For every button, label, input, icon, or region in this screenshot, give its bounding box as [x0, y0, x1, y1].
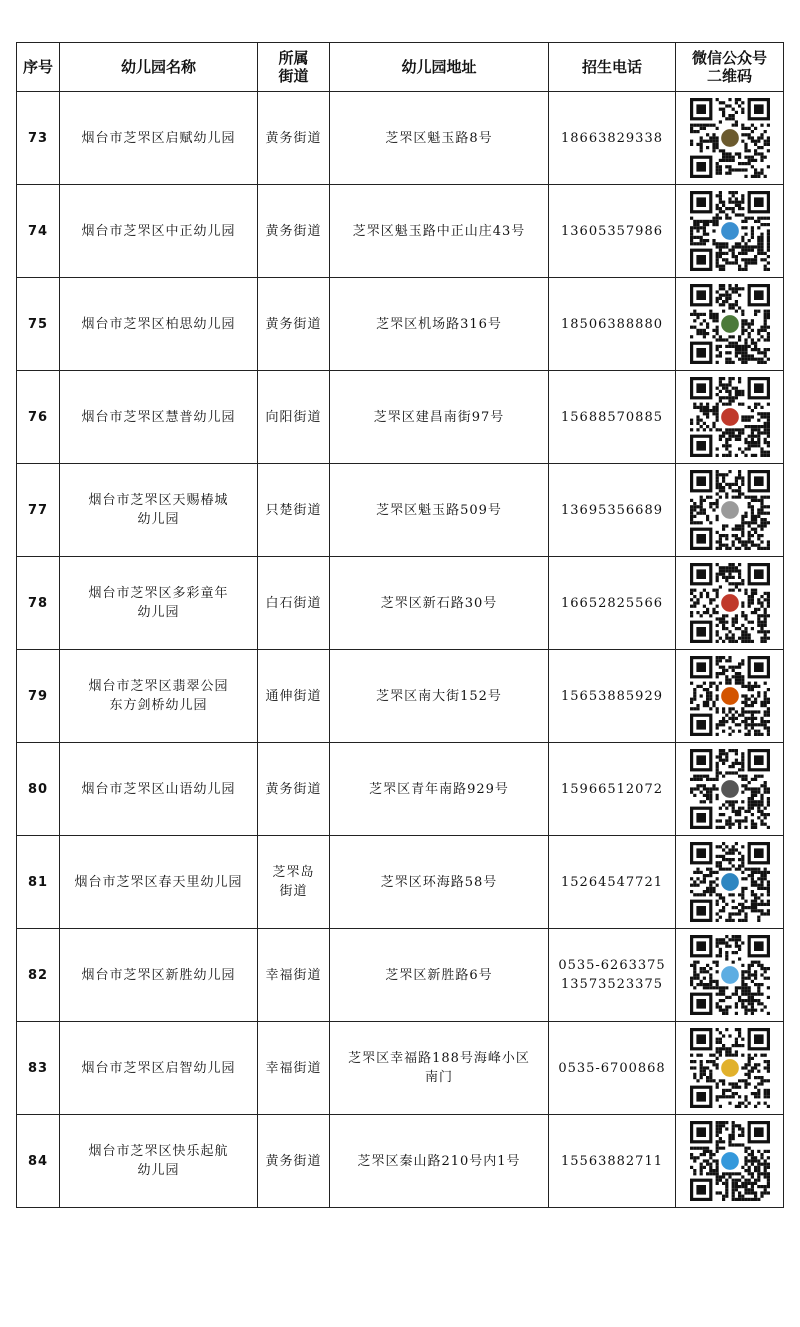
cell-street: 黄务街道: [258, 185, 330, 278]
cell-qr: [676, 185, 784, 278]
cell-no: 74: [17, 185, 60, 278]
table-row: [17, 1022, 784, 1115]
table-row: [17, 371, 784, 464]
cell-name: 烟台市芝罘区启智幼儿园: [60, 1022, 258, 1115]
cell-phone: 13695356689: [549, 464, 676, 557]
kindergarten-table: [16, 42, 784, 1208]
cell-phone: 15966512072: [549, 743, 676, 836]
cell-street: 幸福街道: [258, 929, 330, 1022]
cell-address: 芝罘区建昌南街97号: [330, 371, 549, 464]
table-row: [17, 464, 784, 557]
cell-no: 84: [17, 1115, 60, 1208]
cell-phone: 18663829338: [549, 92, 676, 185]
cell-no: 76: [17, 371, 60, 464]
cell-name: 烟台市芝罘区春天里幼儿园: [60, 836, 258, 929]
cell-address: 芝罘区幸福路188号海峰小区 南门: [330, 1022, 549, 1115]
cell-phone: 13605357986: [549, 185, 676, 278]
cell-qr: [676, 743, 784, 836]
table-row: [17, 650, 784, 743]
cell-no: 83: [17, 1022, 60, 1115]
cell-address: 芝罘区魁玉路509号: [330, 464, 549, 557]
cell-name: 烟台市芝罘区中正幼儿园: [60, 185, 258, 278]
cell-street: 黄务街道: [258, 278, 330, 371]
table-row: [17, 1115, 784, 1208]
qr-code-icon: [690, 563, 770, 643]
cell-name: 烟台市芝罘区启赋幼儿园: [60, 92, 258, 185]
cell-phone: 15653885929: [549, 650, 676, 743]
cell-phone: 15563882711: [549, 1115, 676, 1208]
cell-address: 芝罘区南大街152号: [330, 650, 549, 743]
cell-name: 烟台市芝罘区新胜幼儿园: [60, 929, 258, 1022]
cell-qr: [676, 371, 784, 464]
qr-code-icon: [690, 1028, 770, 1108]
cell-address: 芝罘区魁玉路中正山庄43号: [330, 185, 549, 278]
cell-address: 芝罘区机场路316号: [330, 278, 549, 371]
table-row: [17, 836, 784, 929]
cell-qr: [676, 1022, 784, 1115]
cell-phone: 0535-6263375 13573523375: [549, 929, 676, 1022]
table-row: [17, 743, 784, 836]
cell-street: 通伸街道: [258, 650, 330, 743]
table-header-row: [17, 43, 784, 92]
header-qr: 微信公众号 二维码: [676, 43, 784, 92]
table-row: [17, 185, 784, 278]
cell-address: 芝罘区秦山路210号内1号: [330, 1115, 549, 1208]
cell-address: 芝罘区青年南路929号: [330, 743, 549, 836]
table-row: [17, 92, 784, 185]
cell-street: 黄务街道: [258, 1115, 330, 1208]
cell-name: 烟台市芝罘区快乐起航 幼儿园: [60, 1115, 258, 1208]
cell-phone: 18506388880: [549, 278, 676, 371]
cell-phone: 16652825566: [549, 557, 676, 650]
header-address: 幼儿园地址: [330, 43, 549, 92]
cell-no: 82: [17, 929, 60, 1022]
header-phone: 招生电话: [549, 43, 676, 92]
qr-code-icon: [690, 656, 770, 736]
cell-street: 幸福街道: [258, 1022, 330, 1115]
cell-qr: [676, 836, 784, 929]
cell-no: 73: [17, 92, 60, 185]
header-index: 序号: [17, 43, 60, 92]
cell-name: 烟台市芝罘区天赐椿城 幼儿园: [60, 464, 258, 557]
cell-street: 黄务街道: [258, 92, 330, 185]
cell-qr: [676, 557, 784, 650]
cell-name: 烟台市芝罘区柏思幼儿园: [60, 278, 258, 371]
cell-qr: [676, 929, 784, 1022]
table-row: [17, 278, 784, 371]
cell-qr: [676, 650, 784, 743]
cell-no: 77: [17, 464, 60, 557]
cell-name: 烟台市芝罘区慧普幼儿园: [60, 371, 258, 464]
table-row: [17, 557, 784, 650]
qr-code-icon: [690, 377, 770, 457]
cell-qr: [676, 92, 784, 185]
table-body: [17, 92, 784, 1208]
cell-no: 75: [17, 278, 60, 371]
cell-street: 芝罘岛 街道: [258, 836, 330, 929]
cell-qr: [676, 278, 784, 371]
qr-code-icon: [690, 98, 770, 178]
cell-qr: [676, 464, 784, 557]
qr-code-icon: [690, 935, 770, 1015]
cell-street: 黄务街道: [258, 743, 330, 836]
cell-address: 芝罘区环海路58号: [330, 836, 549, 929]
qr-code-icon: [690, 284, 770, 364]
qr-code-icon: [690, 470, 770, 550]
cell-address: 芝罘区新石路30号: [330, 557, 549, 650]
qr-code-icon: [690, 842, 770, 922]
qr-code-icon: [690, 749, 770, 829]
cell-name: 烟台市芝罘区多彩童年 幼儿园: [60, 557, 258, 650]
cell-street: 白石街道: [258, 557, 330, 650]
cell-address: 芝罘区新胜路6号: [330, 929, 549, 1022]
cell-no: 78: [17, 557, 60, 650]
cell-address: 芝罘区魁玉路8号: [330, 92, 549, 185]
cell-phone: 15264547721: [549, 836, 676, 929]
cell-name: 烟台市芝罘区山语幼儿园: [60, 743, 258, 836]
cell-name: 烟台市芝罘区翡翠公园 东方剑桥幼儿园: [60, 650, 258, 743]
cell-phone: 15688570885: [549, 371, 676, 464]
cell-street: 只楚街道: [258, 464, 330, 557]
header-name: 幼儿园名称: [60, 43, 258, 92]
cell-no: 81: [17, 836, 60, 929]
cell-street: 向阳街道: [258, 371, 330, 464]
cell-qr: [676, 1115, 784, 1208]
cell-no: 79: [17, 650, 60, 743]
cell-phone: 0535-6700868: [549, 1022, 676, 1115]
qr-code-icon: [690, 191, 770, 271]
header-street: 所属 街道: [258, 43, 330, 92]
table-row: [17, 929, 784, 1022]
qr-code-icon: [690, 1121, 770, 1201]
cell-no: 80: [17, 743, 60, 836]
